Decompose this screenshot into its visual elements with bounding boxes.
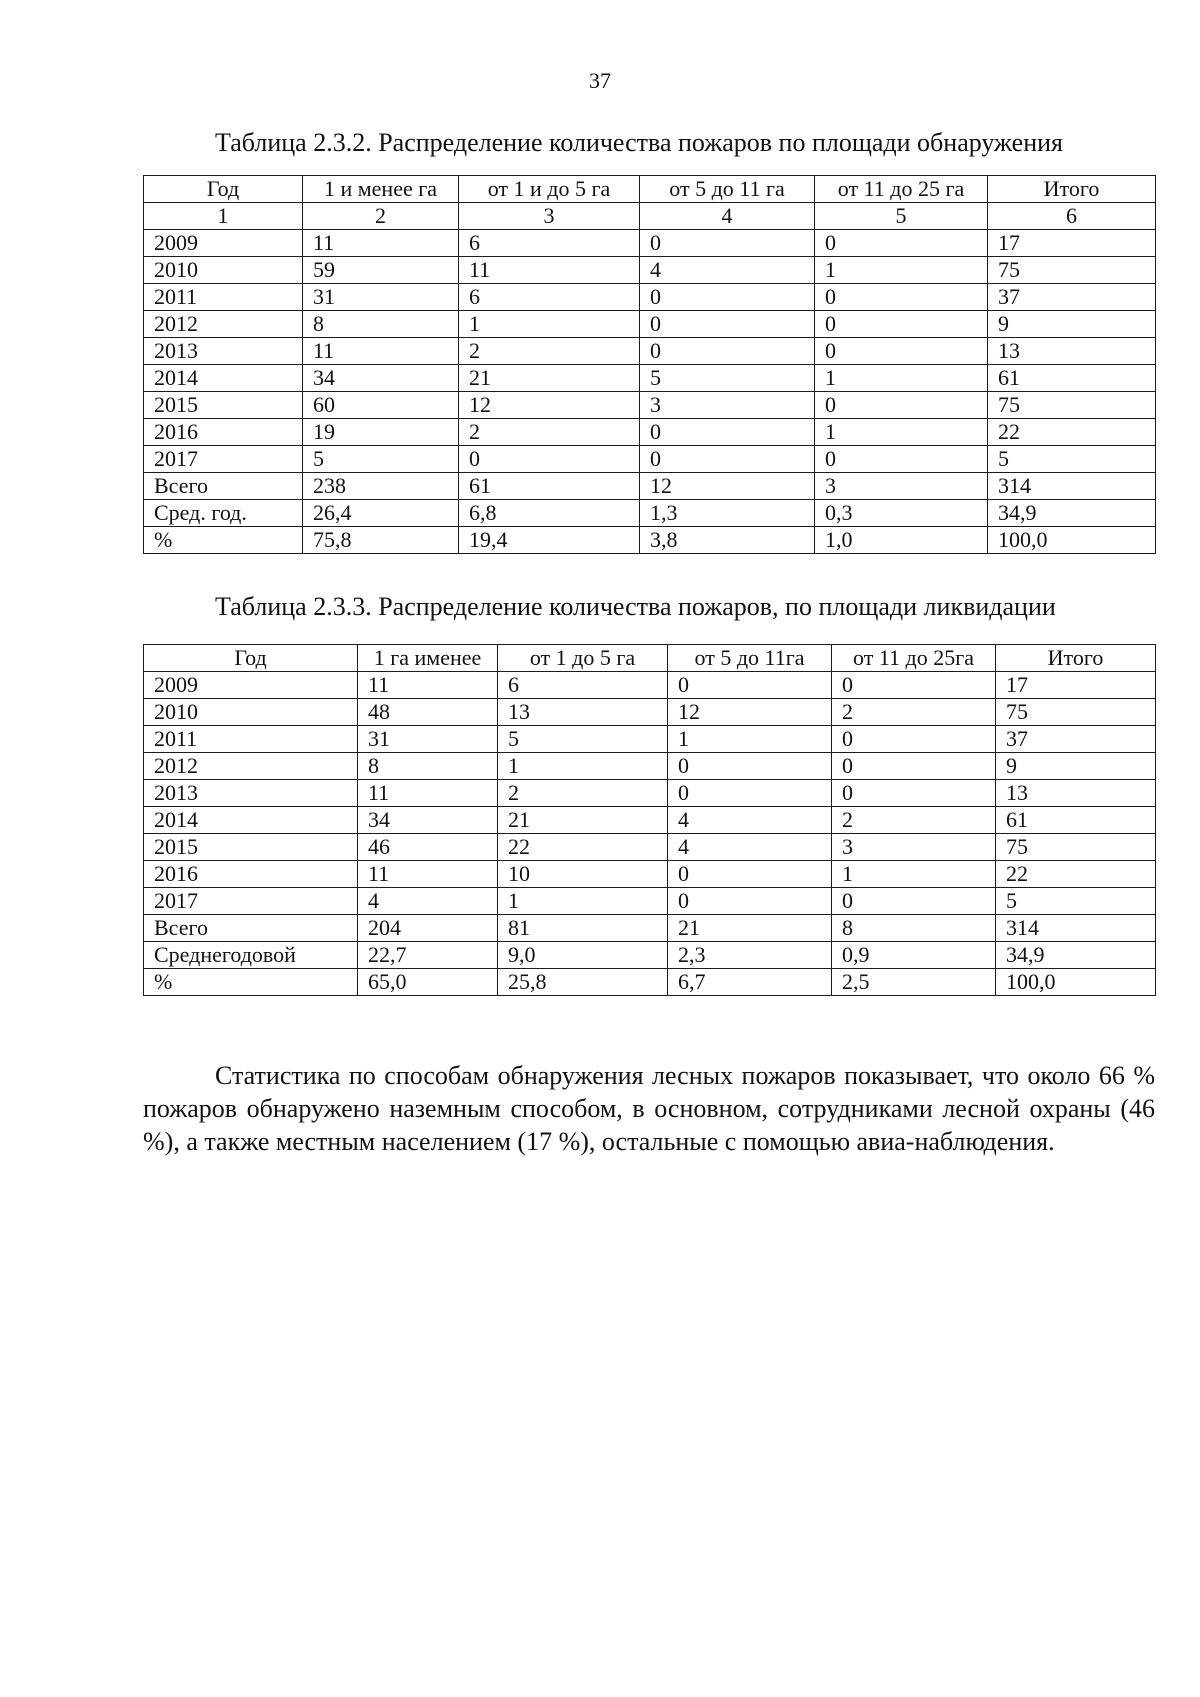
table-row [144, 753, 1156, 780]
header-cell: Итого [996, 645, 1156, 672]
table-cell: 2015 [144, 834, 358, 861]
table-cell: 1 [498, 753, 668, 780]
table-cell: 4 [358, 888, 498, 915]
table-cell: 2015 [144, 392, 303, 419]
table-row [144, 473, 1156, 500]
table-cell: 25,8 [498, 969, 668, 996]
header-cell: Год [144, 176, 303, 203]
table-cell: 0,9 [832, 942, 996, 969]
table-cell: 48 [358, 699, 498, 726]
table-cell: 9 [988, 311, 1156, 338]
table-cell: 2014 [144, 807, 358, 834]
table-cell: 10 [498, 861, 668, 888]
table-cell: 11 [303, 338, 459, 365]
table-cell: 0 [640, 284, 815, 311]
header-cell: 1 и менее га [303, 176, 459, 203]
table-cell: 1 [815, 365, 988, 392]
column-number-cell: 3 [459, 203, 640, 230]
table-cell: 2016 [144, 861, 358, 888]
table-cell: 61 [988, 365, 1156, 392]
column-number-row [144, 203, 1156, 230]
table-cell: 1,0 [815, 527, 988, 554]
table-cell: 1 [459, 311, 640, 338]
table-cell: 1 [832, 861, 996, 888]
table-cell: 13 [498, 699, 668, 726]
table-cell: 46 [358, 834, 498, 861]
table-cell: 2009 [144, 230, 303, 257]
header-cell: от 1 и до 5 га [459, 176, 640, 203]
table-cell: 21 [498, 807, 668, 834]
table-cell: 2,3 [668, 942, 832, 969]
table-cell: 22 [988, 419, 1156, 446]
table-cell: 17 [996, 672, 1156, 699]
table-cell: 5 [988, 446, 1156, 473]
fires-by-detection-area-table [143, 175, 1156, 554]
table-cell: 34,9 [996, 942, 1156, 969]
table-cell: 0 [815, 230, 988, 257]
table-cell: 2 [498, 780, 668, 807]
table-cell: 0 [640, 230, 815, 257]
table-cell: 31 [303, 284, 459, 311]
table-cell: 0,3 [815, 500, 988, 527]
table-cell: 17 [988, 230, 1156, 257]
table-cell: 2009 [144, 672, 358, 699]
table-cell: 0 [640, 338, 815, 365]
table-row [144, 780, 1156, 807]
table-cell: 0 [668, 753, 832, 780]
table-cell: 12 [668, 699, 832, 726]
table-cell: 37 [988, 284, 1156, 311]
column-number-cell: 1 [144, 203, 303, 230]
table-cell: 5 [498, 726, 668, 753]
detection-statistics-paragraph [143, 1059, 1155, 1158]
table-row [144, 699, 1156, 726]
column-number-cell: 2 [303, 203, 459, 230]
table-cell: 2 [459, 419, 640, 446]
header-cell: от 11 до 25га [832, 645, 996, 672]
table-cell: 204 [358, 915, 498, 942]
table-cell: 2,5 [832, 969, 996, 996]
table-cell: 6 [498, 672, 668, 699]
table-cell: 34 [303, 365, 459, 392]
table-cell: % [144, 969, 358, 996]
table1-caption: Таблица 2.3.2. Распределение количества пожаров по площади обнаружения [215, 128, 1063, 157]
table-cell: 21 [668, 915, 832, 942]
table-cell: 2 [832, 807, 996, 834]
table-row [144, 338, 1156, 365]
table-cell: 21 [459, 365, 640, 392]
table-row [144, 807, 1156, 834]
table-cell: 0 [815, 338, 988, 365]
table-cell: 9 [996, 753, 1156, 780]
table-cell: Всего [144, 915, 358, 942]
table-cell: 6,7 [668, 969, 832, 996]
table-cell: 6 [459, 230, 640, 257]
table-cell: 0 [815, 392, 988, 419]
table-cell: 31 [358, 726, 498, 753]
table-cell: 2010 [144, 699, 358, 726]
table-cell: 11 [459, 257, 640, 284]
table-cell: 2 [459, 338, 640, 365]
table-cell: 8 [303, 311, 459, 338]
table-cell: 2012 [144, 753, 358, 780]
table-cell: 100,0 [996, 969, 1156, 996]
table-row [144, 942, 1156, 969]
table-cell: 4 [668, 834, 832, 861]
table-cell: 4 [640, 257, 815, 284]
table-row [144, 500, 1156, 527]
table-row [144, 672, 1156, 699]
header-cell: от 5 до 11га [668, 645, 832, 672]
table-cell: 34,9 [988, 500, 1156, 527]
table-cell: 2011 [144, 284, 303, 311]
table-cell: 5 [640, 365, 815, 392]
table-cell: 2013 [144, 780, 358, 807]
table-cell: 75 [988, 392, 1156, 419]
header-row [144, 645, 1156, 672]
table-cell: 6,8 [459, 500, 640, 527]
table-cell: 60 [303, 392, 459, 419]
table-cell: 0 [815, 311, 988, 338]
table-cell: 0 [640, 311, 815, 338]
table-cell: 2011 [144, 726, 358, 753]
table-cell: 34 [358, 807, 498, 834]
header-cell: Год [144, 645, 358, 672]
table-cell: 61 [459, 473, 640, 500]
table-cell: 0 [815, 446, 988, 473]
table-cell: 8 [832, 915, 996, 942]
header-cell: от 11 до 25 га [815, 176, 988, 203]
table2-caption: Таблица 2.3.3. Распределение количества пожаров, по площади ликвидации [215, 592, 1056, 621]
table-cell: 1 [498, 888, 668, 915]
table-cell: 2013 [144, 338, 303, 365]
table-cell: 75,8 [303, 527, 459, 554]
table-row [144, 284, 1156, 311]
header-cell: от 5 до 11 га [640, 176, 815, 203]
table-cell: 2017 [144, 446, 303, 473]
table-cell: 0 [459, 446, 640, 473]
table-cell: 11 [358, 780, 498, 807]
page-number: 37 [589, 68, 611, 93]
table-cell: 11 [303, 230, 459, 257]
header-cell: от 1 до 5 га [498, 645, 668, 672]
table-cell: 0 [668, 888, 832, 915]
table-cell: 12 [640, 473, 815, 500]
table-cell: 3,8 [640, 527, 815, 554]
table-row [144, 365, 1156, 392]
table-row [144, 834, 1156, 861]
fires-by-suppression-area-table [143, 644, 1156, 996]
table-cell: 81 [498, 915, 668, 942]
header-cell: Итого [988, 176, 1156, 203]
table-row [144, 446, 1156, 473]
table-row [144, 969, 1156, 996]
column-number-cell: 4 [640, 203, 815, 230]
table-cell: 238 [303, 473, 459, 500]
table-cell: Среднегодовой [144, 942, 358, 969]
table-row [144, 915, 1156, 942]
table-cell: 0 [815, 284, 988, 311]
table-row [144, 230, 1156, 257]
table-cell: 75 [996, 699, 1156, 726]
table-cell: Сред. год. [144, 500, 303, 527]
table-cell: 0 [668, 780, 832, 807]
table-cell: 2012 [144, 311, 303, 338]
table-cell: 0 [832, 780, 996, 807]
table-cell: 37 [996, 726, 1156, 753]
table-cell: 2017 [144, 888, 358, 915]
table-row [144, 257, 1156, 284]
table-cell: 1 [815, 419, 988, 446]
paragraph-text: Статистика по способам обнаружения лесных пожаров показывает, что около 66 % пожаров обнаружено наземным способом, в основном, сотрудниками лесной охраны (46 %), а также местным населением (17 %), остальные с помощью авиа-наблюдения. [143, 1061, 1155, 1156]
header-cell: 1 га именее [358, 645, 498, 672]
table-cell: 22 [996, 861, 1156, 888]
table-cell: 26,4 [303, 500, 459, 527]
table-cell: 2 [832, 699, 996, 726]
column-number-cell: 5 [815, 203, 988, 230]
table-row [144, 392, 1156, 419]
table-cell: 2016 [144, 419, 303, 446]
table-cell: 11 [358, 861, 498, 888]
table-cell: 0 [832, 888, 996, 915]
table-cell: 59 [303, 257, 459, 284]
table-cell: 314 [988, 473, 1156, 500]
table-cell: 19 [303, 419, 459, 446]
table-cell: 8 [358, 753, 498, 780]
table-cell: 5 [996, 888, 1156, 915]
table-cell: 4 [668, 807, 832, 834]
table-cell: 19,4 [459, 527, 640, 554]
table-cell: 61 [996, 807, 1156, 834]
table-row [144, 311, 1156, 338]
table-cell: 22 [498, 834, 668, 861]
table-cell: 3 [640, 392, 815, 419]
table-cell: 0 [832, 726, 996, 753]
table-cell: 2010 [144, 257, 303, 284]
table-cell: 5 [303, 446, 459, 473]
table-cell: 11 [358, 672, 498, 699]
table-row [144, 888, 1156, 915]
table-cell: 0 [832, 753, 996, 780]
table-row [144, 726, 1156, 753]
table-cell: 9,0 [498, 942, 668, 969]
table-cell: 13 [996, 780, 1156, 807]
column-number-cell: 6 [988, 203, 1156, 230]
table-cell: 12 [459, 392, 640, 419]
table-row [144, 419, 1156, 446]
table-cell: 6 [459, 284, 640, 311]
table-cell: 75 [988, 257, 1156, 284]
table-cell: 0 [668, 861, 832, 888]
table-cell: 75 [996, 834, 1156, 861]
table-cell: 13 [988, 338, 1156, 365]
table-cell: 65,0 [358, 969, 498, 996]
table-cell: 1 [815, 257, 988, 284]
table-cell: 0 [832, 672, 996, 699]
table-row [144, 861, 1156, 888]
table-cell: 0 [640, 446, 815, 473]
table-cell: 0 [640, 419, 815, 446]
header-row [144, 176, 1156, 203]
table-cell: 1,3 [640, 500, 815, 527]
table-cell: 3 [832, 834, 996, 861]
table-cell: Всего [144, 473, 303, 500]
table-cell: 2014 [144, 365, 303, 392]
table-cell: 1 [668, 726, 832, 753]
table-cell: 22,7 [358, 942, 498, 969]
table-cell: 314 [996, 915, 1156, 942]
table-row [144, 527, 1156, 554]
table-cell: 0 [668, 672, 832, 699]
table-cell: % [144, 527, 303, 554]
table-cell: 100,0 [988, 527, 1156, 554]
table-cell: 3 [815, 473, 988, 500]
